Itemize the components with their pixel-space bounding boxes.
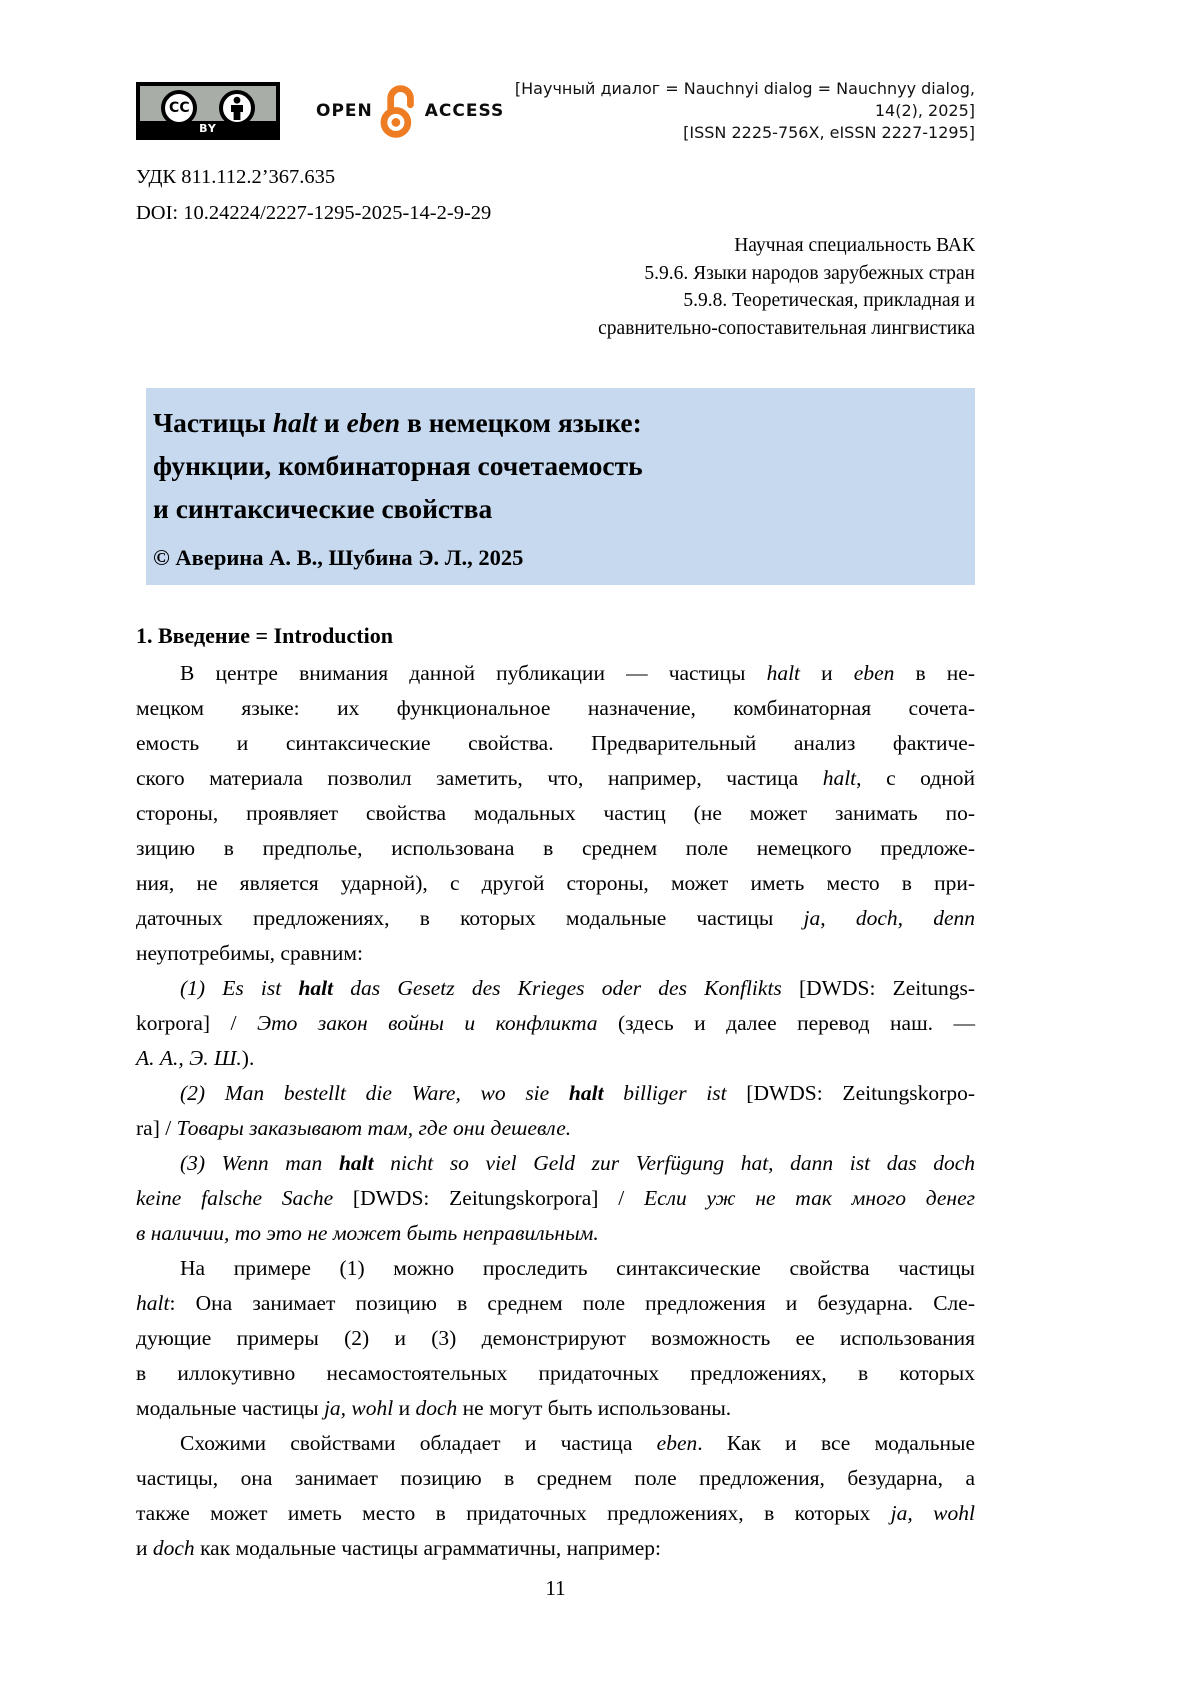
text-segment: [DWDS: Zeitungs- [781, 976, 975, 1000]
paragraph [136, 1076, 975, 1146]
text-segment: (1) Es ist [180, 976, 299, 1000]
text-segment: , с одной [856, 766, 975, 790]
paragraph [136, 1146, 975, 1251]
cc-by-license-badge [136, 82, 280, 140]
body-line [136, 1426, 975, 1461]
body-line [136, 726, 975, 761]
section-heading: 1. Введение = Introduction [136, 623, 393, 648]
text-segment: keine falsche Sache [136, 1186, 334, 1210]
text-segment: halt [338, 1151, 374, 1175]
body-line [136, 971, 975, 1006]
paragraph [136, 1251, 975, 1426]
udk-line: УДК 811.112.2’367.635 [136, 166, 336, 188]
open-access-word-access: ACCESS [424, 101, 505, 121]
body-paragraphs [136, 656, 975, 1566]
text-segment: [DWDS: Zeitungskorpora] / [333, 1186, 644, 1210]
text-segment: halt [136, 1291, 170, 1315]
journal-line: [Научный диалог = Nauchnyi dialog = Nauchnyy dialog, 14(2), 2025] [514, 79, 975, 120]
text-segment: неупотребимы, сравним: [136, 941, 364, 965]
text-segment: Если уж не так много денег [643, 1186, 976, 1210]
body-line [136, 866, 975, 901]
body-line [136, 656, 975, 691]
person-icon-glyph [227, 96, 247, 120]
person-icon [219, 90, 255, 126]
text-segment: в наличии, то это не может быть неправильным. [136, 1221, 599, 1245]
text-segment: halt [568, 1081, 604, 1105]
text-segment: в немецком языке: [400, 407, 642, 438]
body-line [136, 1356, 975, 1391]
open-access-word-open: OPEN [316, 101, 373, 121]
text-segment: и синтаксические свойства [153, 493, 493, 524]
text-segment: как модальные частицы аграмматичны, например: [194, 1536, 662, 1560]
issn-line: [ISSN 2225-756X, eISSN 2227-1295] [683, 123, 975, 142]
text-segment: Схожими свойствами обладает и частица [180, 1431, 657, 1455]
text-segment: ja, wohl [890, 1501, 975, 1525]
text-segment: ja, doch, denn [803, 906, 975, 930]
text-segment: das Gesetz des Krieges oder des Konflikts [333, 976, 782, 1000]
body-line [136, 1321, 975, 1356]
body-line [136, 1006, 975, 1041]
journal-info [504, 78, 975, 144]
text-segment: мецком языке: их функциональное назначение, комбинаторная сочета- [136, 696, 975, 720]
title-line [153, 401, 965, 444]
text-segment: (здесь и далее перевод наш. — [597, 1011, 976, 1035]
text-segment: и [800, 661, 854, 685]
text-segment: модальные частицы [136, 1396, 324, 1420]
text-segment: На примере (1) можно проследить синтаксические свойства частицы [180, 1256, 975, 1280]
text-segment: в не- [894, 661, 975, 685]
body-line [136, 1461, 975, 1496]
text-segment: Это закон войны и конфликта [257, 1011, 598, 1035]
body-line [136, 831, 975, 866]
vak-line: 5.9.8. Теоретическая, прикладная и [683, 290, 975, 311]
content-column [136, 80, 975, 1566]
text-segment: В центре внимания данной публикации — частицы [180, 661, 767, 685]
text-segment: ja, wohl [323, 1396, 394, 1420]
body-line [136, 1391, 975, 1426]
text-segment: ского материала позволил заметить, что, например, частица [136, 766, 823, 790]
text-segment: в иллокутивно несамостоятельных придаточных предложениях, в которых [136, 1361, 975, 1385]
text-segment: billiger ist [603, 1081, 727, 1105]
text-segment: (3) Wenn man [180, 1151, 339, 1175]
text-segment: емость и синтаксические свойства. Предварительный анализ фактиче- [136, 731, 975, 755]
vak-line: Научная специальность ВАК [734, 235, 975, 256]
text-segment: doch [152, 1536, 195, 1560]
text-segment: . Как и все модальные [697, 1431, 975, 1455]
paragraph [136, 1426, 975, 1566]
text-segment: doch [415, 1396, 458, 1420]
text-segment: даточных предложениях, в которых модальные частицы [136, 906, 804, 930]
text-segment: (2) Man bestellt die Ware, wo sie [180, 1081, 569, 1105]
text-segment: А. А., Э. Ш. [136, 1046, 242, 1070]
body-line [136, 936, 975, 971]
text-segment: Товары заказывают там, где они дешевле. [176, 1116, 572, 1140]
doi-line: DOI: 10.24224/2227-1295-2025-14-2-9-29 [136, 202, 492, 224]
title-block [146, 388, 975, 585]
text-segment: [DWDS: Zeitungskorpo- [726, 1081, 975, 1105]
body-line [136, 1181, 975, 1216]
text-segment: halt [298, 976, 334, 1000]
text-segment: halt [272, 407, 318, 438]
text-segment: halt [766, 661, 801, 685]
text-segment: nicht so viel Geld zur Verfügung hat, dann ist das doch [373, 1151, 976, 1175]
title-line [153, 487, 965, 530]
body-line [136, 1286, 975, 1321]
page-header [136, 80, 975, 142]
paragraph [136, 971, 975, 1076]
body-line [136, 1531, 975, 1566]
body-line [136, 1111, 975, 1146]
text-segment: Частицы [153, 407, 273, 438]
text-segment: : Она занимает позицию в среднем поле предложения и безударна. Сле- [169, 1291, 975, 1315]
text-segment: не могут быть использованы. [457, 1396, 732, 1420]
body-line [136, 796, 975, 831]
body-line [136, 1216, 975, 1251]
text-segment: дующие примеры (2) и (3) демонстрируют возможность ее использования [136, 1326, 975, 1350]
text-segment: функции, комбинаторная сочетаемость [153, 450, 643, 481]
body-line [136, 1041, 975, 1076]
text-segment: и [317, 407, 347, 438]
body-line [136, 1076, 975, 1111]
open-lock-icon [380, 84, 418, 138]
text-segment: eben [656, 1431, 698, 1455]
text-segment: ния, не является ударной), с другой стороны, может иметь место в при- [136, 871, 975, 895]
vak-specialty-block [136, 232, 975, 342]
text-segment: eben [346, 407, 401, 438]
text-segment: также может иметь место в придаточных предложениях, в которых [136, 1501, 891, 1525]
text-segment: ra] / [136, 1116, 177, 1140]
text-segment: зицию в предполье, использована в среднем поле немецкого предложе- [136, 836, 975, 860]
body-line [136, 1146, 975, 1181]
body-line [136, 1251, 975, 1286]
copyright-line: © Аверина А. В., Шубина Э. Л., 2025 [153, 545, 524, 570]
text-segment: и [136, 1536, 153, 1560]
body-line [136, 691, 975, 726]
page-number: 11 [545, 1576, 566, 1600]
title-line [153, 444, 965, 487]
text-segment: eben [853, 661, 895, 685]
text-segment: и [393, 1396, 416, 1420]
body-line [136, 761, 975, 796]
by-label: BY [140, 121, 276, 136]
cc-icon-label: CC [169, 100, 190, 116]
body-line [136, 901, 975, 936]
vak-line: 5.9.6. Языки народов зарубежных стран [644, 262, 975, 284]
article-title [153, 401, 965, 530]
text-segment: частицы, она занимает позицию в среднем поле предложения, безударна, а [136, 1466, 975, 1490]
text-segment: стороны, проявляет свойства модальных частиц (не может занимать по- [136, 801, 975, 825]
text-segment: korpora] / [136, 1011, 257, 1035]
text-segment: halt [822, 766, 857, 790]
paragraph [136, 656, 975, 971]
vak-line: сравнительно-сопоставительная лингвистика [598, 317, 975, 339]
body-line [136, 1496, 975, 1531]
text-segment: ). [241, 1046, 255, 1070]
open-access-logo [316, 84, 504, 138]
